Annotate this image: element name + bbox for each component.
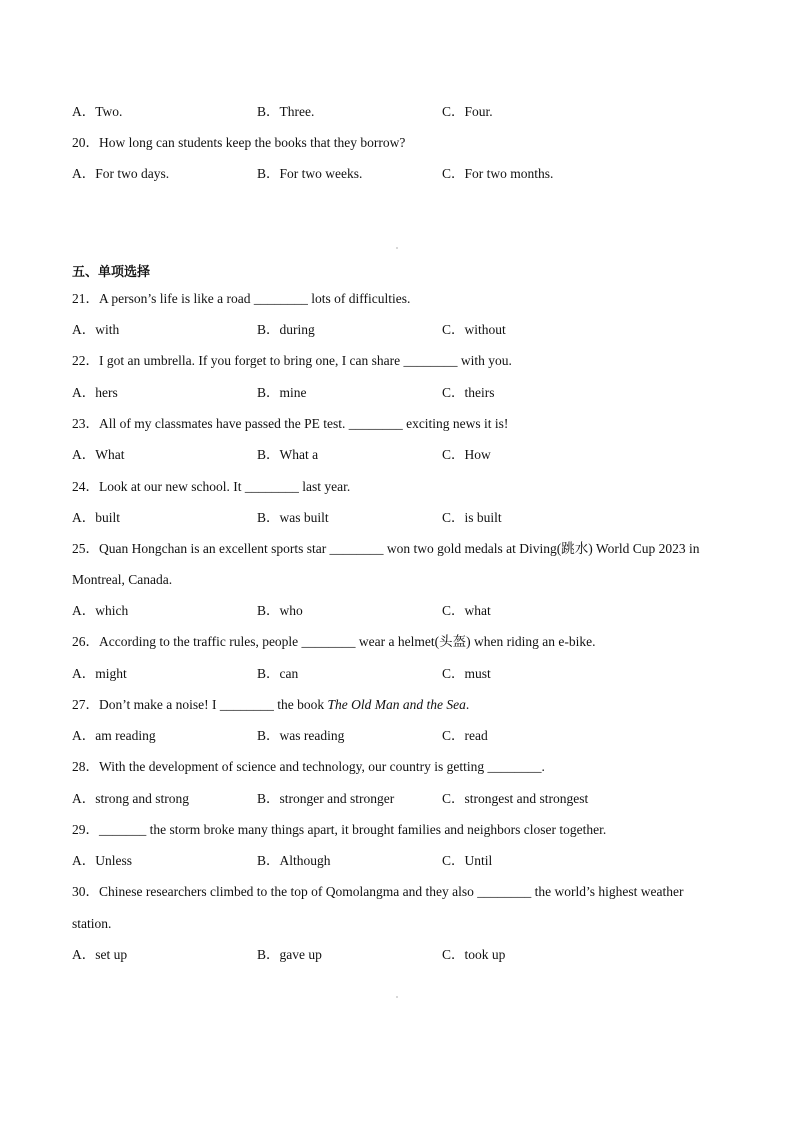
option-c: C．Four. xyxy=(442,104,493,119)
option-c: C．How xyxy=(442,447,491,462)
option-b: B．was reading xyxy=(257,728,345,743)
option-c: C．took up xyxy=(442,947,506,962)
q30-options xyxy=(72,946,772,964)
q23-options xyxy=(72,446,772,464)
option-b: B．who xyxy=(257,603,303,618)
option-a: A．hers xyxy=(72,385,118,400)
option-c: C．must xyxy=(442,666,491,681)
question-27-text: 27．Don’t make a noise! I ________ the book xyxy=(72,697,328,712)
option-b: B．mine xyxy=(257,385,307,400)
option-c: C．is built xyxy=(442,510,502,525)
option-b: B．For two weeks. xyxy=(257,166,363,181)
option-a: A．might xyxy=(72,666,127,681)
option-c: C．without xyxy=(442,322,506,337)
q20-options xyxy=(72,165,772,183)
option-c: C．theirs xyxy=(442,385,495,400)
option-b: B．gave up xyxy=(257,947,322,962)
question-30: 30．Chinese researchers climbed to the top of Qomolangma and they also ________ the world’s highest weather xyxy=(72,884,684,899)
question-27-end: . xyxy=(465,697,470,712)
book-title: The Old Man and the Sea xyxy=(327,697,466,712)
option-c: C．Until xyxy=(442,853,493,868)
option-c: C．what xyxy=(442,603,491,618)
option-a: A．strong and strong xyxy=(72,791,189,806)
option-b: B．Although xyxy=(257,853,331,868)
option-b: B．during xyxy=(257,322,315,337)
option-a: A．What xyxy=(72,447,125,462)
option-b: B．was built xyxy=(257,510,329,525)
option-a: A．Two. xyxy=(72,104,123,119)
question-24: 24．Look at our new school. It ________ last year. xyxy=(72,479,351,494)
q24-options xyxy=(72,509,772,527)
question-21: 21．A person’s life is like a road ________ lots of difficulties. xyxy=(72,291,411,306)
q26-options xyxy=(72,665,772,683)
q22-options xyxy=(72,384,772,402)
option-c: C．read xyxy=(442,728,488,743)
option-a: A．built xyxy=(72,510,121,525)
question-25: 25．Quan Hongchan is an excellent sports star ________ won two gold medals at Diving(跳水) World Cup 2023 in xyxy=(72,541,700,556)
option-b: B．Three. xyxy=(257,104,315,119)
section-title: 五、单项选择 xyxy=(72,265,151,280)
question-29: 29．_______ the storm broke many things apart, it brought families and neighbors closer together. xyxy=(72,822,607,837)
option-c: C．strongest and strongest xyxy=(442,791,589,806)
question-22: 22．I got an umbrella. If you forget to bring one, I can share ________ with you. xyxy=(72,353,512,368)
option-a: A．set up xyxy=(72,947,128,962)
question-30-cont: station. xyxy=(72,916,112,931)
q21-options xyxy=(72,321,772,339)
option-b: B．stronger and stronger xyxy=(257,791,395,806)
option-b: B．can xyxy=(257,666,299,681)
q29-options xyxy=(72,852,772,870)
question-27 xyxy=(72,696,734,714)
option-a: A．am reading xyxy=(72,728,156,743)
option-c: C．For two months. xyxy=(442,166,554,181)
page-mark xyxy=(396,247,398,249)
q19-options xyxy=(72,103,772,121)
question-20: 20．How long can students keep the books that they borrow? xyxy=(72,135,406,150)
page-mark xyxy=(396,996,398,998)
option-a: A．For two days. xyxy=(72,166,170,181)
option-a: A．which xyxy=(72,603,129,618)
question-25-cont: Montreal, Canada. xyxy=(72,572,173,587)
question-28: 28．With the development of science and technology, our country is getting ________. xyxy=(72,759,545,774)
question-23: 23．All of my classmates have passed the PE test. ________ exciting news it is! xyxy=(72,416,509,431)
option-a: A．Unless xyxy=(72,853,132,868)
q25-options xyxy=(72,602,772,620)
option-b: B．What a xyxy=(257,447,319,462)
option-a: A．with xyxy=(72,322,120,337)
q27-options xyxy=(72,727,772,745)
q28-options xyxy=(72,790,772,808)
question-26: 26．According to the traffic rules, people ________ wear a helmet(头盔) when riding an e-bike. xyxy=(72,634,596,649)
